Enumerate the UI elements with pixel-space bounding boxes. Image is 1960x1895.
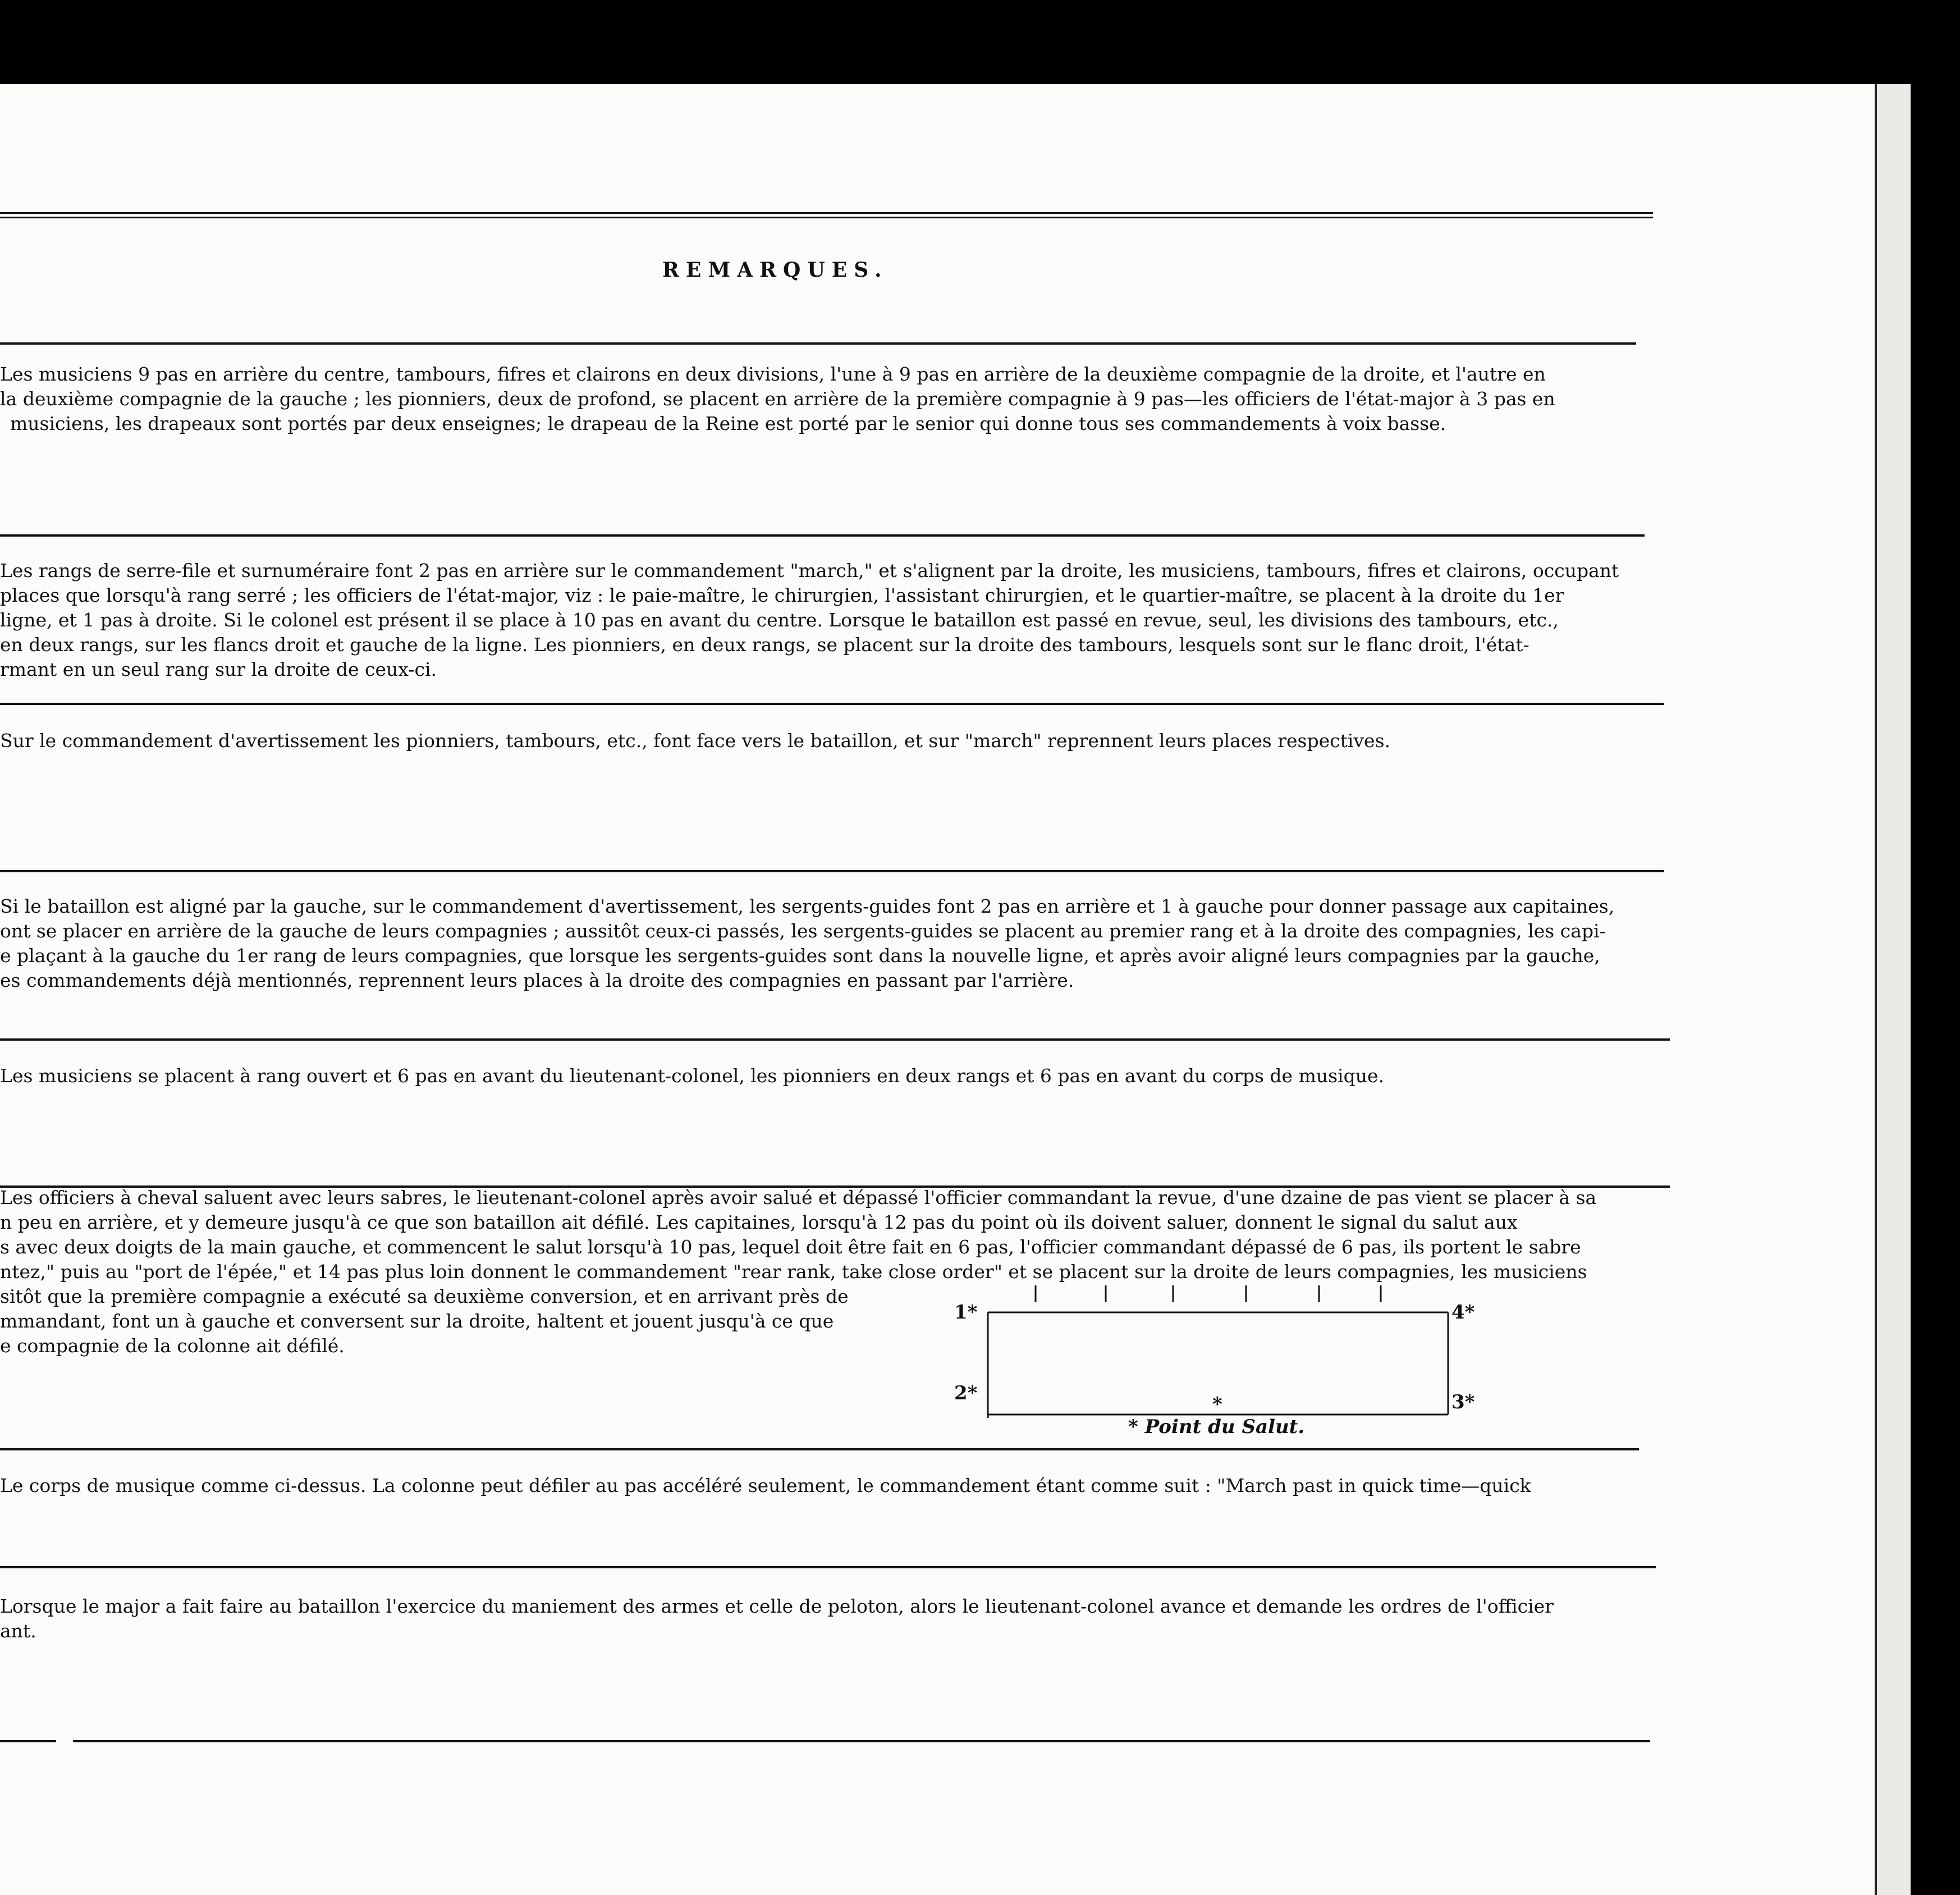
paragraph-line: ntez," puis au "port de l'épée," et 14 pas plus loin donnent le commandement "rear rank, take close order" et se placent sur la droite de leurs compagnies, les musiciens xyxy=(0,1261,1587,1283)
rule-3 xyxy=(0,703,1664,705)
saluting-point-mark: * xyxy=(1212,1393,1222,1416)
paragraph-line: ont se placer en arrière de la gauche de leurs compagnies ; aussitôt ceux-ci passés, les sergents-guides se placent au premier rang et à la droite des compagnies, les capi- xyxy=(0,920,1606,942)
paragraph-line: n peu en arrière, et y demeure jusqu'à ce que son bataillon ait défilé. Les capitaines, lorsqu'à 12 pas du point où ils doivent saluer, donnent le signal du salut aux xyxy=(0,1211,1518,1233)
paragraph-line: Lorsque le major a fait faire au bataillon l'exercice du maniement des armes et celle de peloton, alors le lieutenant-colonel avance et demande les ordres de l'officier xyxy=(0,1595,1554,1617)
paragraph-4 xyxy=(0,894,1661,993)
page-title: REMARQUES. xyxy=(662,258,889,282)
paragraph-line: musiciens, les drapeaux sont portés par deux enseignes; le drapeau de la Reine est porté par le senior qui donne tous ses commandements à voix basse. xyxy=(10,413,1446,434)
paragraph-5 xyxy=(0,1064,1661,1088)
paragraph-line: e compagnie de la colonne ait défilé. xyxy=(0,1335,345,1357)
diagram-caption: * Point du Salut. xyxy=(1128,1416,1305,1438)
saluting-point-diagram xyxy=(949,1285,1482,1471)
paragraph-3 xyxy=(0,729,1661,753)
paragraph-8 xyxy=(0,1594,1661,1644)
paragraph-line: Le corps de musique comme ci-dessus. La colonne peut défiler au pas accéléré seulement, le commandement étant comme suit : "March past in quick time—quick xyxy=(0,1475,1531,1496)
paragraph-line: ligne, et 1 pas à droite. Si le colonel est présent il se place à 10 pas en avant du centre. Lorsque le bataillon est passé en revue, seul, les divisions des tambours, etc., xyxy=(0,609,1559,631)
paragraph-7 xyxy=(0,1473,1661,1498)
rule-8 xyxy=(0,1566,1656,1568)
paragraph-1 xyxy=(0,362,1661,436)
paragraph-line: ant. xyxy=(0,1620,36,1642)
paragraph-line: es commandements déjà mentionnés, reprennent leurs places à la droite des compagnies en passant par l'arrière. xyxy=(0,969,1074,991)
paragraph-line: Les rangs de serre-file et surnuméraire font 2 pas en arrière sur le commandement "march," et s'alignent par la droite, les musiciens, tambours, fifres et clairons, occupant xyxy=(0,560,1619,582)
bottom-rule-left xyxy=(0,1740,56,1742)
paragraph-line: Les musiciens se placent à rang ouvert et 6 pas en avant du lieutenant-colonel, les pionniers en deux rangs et 6 pas en avant du corps de musique. xyxy=(0,1065,1385,1087)
corner-label-2: 2* xyxy=(954,1382,978,1404)
paragraph-line: la deuxième compagnie de la gauche ; les pionniers, deux de profond, se placent en arrière de la première compagnie à 9 pas—les officiers de l'état-major à 3 pas en xyxy=(0,388,1555,410)
paragraph-line: Sur le commandement d'avertissement les pionniers, tambours, etc., font face vers le bataillon, et sur "march" reprennent leurs places respectives. xyxy=(0,730,1390,752)
paragraph-line: s avec deux doigts de la main gauche, et commencent le salut lorsqu'à 10 pas, lequel doit être fait en 6 pas, l'officier commandant dépassé de 6 pas, ils portent le sabre xyxy=(0,1236,1581,1258)
corner-label-4: 4* xyxy=(1451,1301,1475,1324)
rule-2 xyxy=(0,534,1645,537)
corner-label-3: 3* xyxy=(1451,1391,1475,1413)
paragraph-2 xyxy=(0,559,1661,682)
rule-5 xyxy=(0,1038,1670,1041)
paragraph-line: en deux rangs, sur les flancs droit et gauche de la ligne. Les pionniers, en deux rangs, se placent sur la droite des tambours, lesquels sont sur le flanc droit, l'état- xyxy=(0,634,1529,656)
paragraph-line: places que lorsqu'à rang serré ; les officiers de l'état-major, viz : le paie-maître, le chirurgien, l'assistant chirurgien, et le quartier-maître, se placent à la droite du 1er xyxy=(0,584,1564,606)
paragraph-line: rmant en un seul rang sur la droite de ceux-ci. xyxy=(0,658,437,680)
paragraph-line: sitôt que la première compagnie a exécuté sa deuxième conversion, et en arrivant près de xyxy=(0,1285,849,1307)
top-double-rule xyxy=(0,212,1653,214)
paragraph-line: Si le bataillon est aligné par la gauche, sur le commandement d'avertissement, les sergents-guides font 2 pas en arrière et 1 à gauche pour donner passage aux capitaines, xyxy=(0,895,1615,917)
paragraph-line: Les musiciens 9 pas en arrière du centre, tambours, fifres et clairons en deux divisions, l'une à 9 pas en arrière de la deuxième compagnie de la droite, et l'autre en xyxy=(0,363,1546,385)
paragraph-line: Les officiers à cheval saluent avec leurs sabres, le lieutenant-colonel après avoir salué et dépassé l'officier commandant la revue, d'une dzaine de pas vient se placer à sa xyxy=(0,1187,1597,1209)
paragraph-6 xyxy=(0,1185,1661,1284)
paragraph-line: mmandant, font un à gauche et conversent sur la droite, haltent et jouent jusqu'à ce que xyxy=(0,1310,834,1332)
paragraph-6-continued xyxy=(0,1284,887,1358)
corner-label-1: 1* xyxy=(954,1301,978,1324)
rule-4 xyxy=(0,870,1664,872)
bottom-rule-right xyxy=(73,1740,1650,1742)
rule-1 xyxy=(0,342,1636,345)
paragraph-line: e plaçant à la gauche du 1er rang de leurs compagnies, que lorsque les sergents-guides sont dans la nouvelle ligne, et après avoir aligné leurs compagnies par la gauche, xyxy=(0,945,1600,967)
adjacent-page-edge xyxy=(1875,84,1911,1895)
